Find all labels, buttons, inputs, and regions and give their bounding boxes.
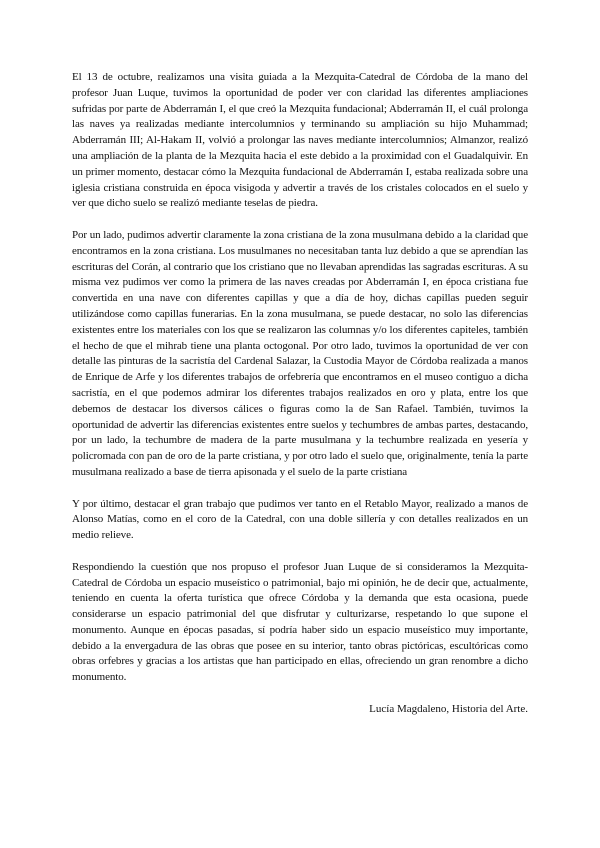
paragraph-christian-muslim-zones: Por un lado, pudimos advertir claramente la zona cristiana de la zona musulmana debido a la claridad que encontramos en la zona cristiana. Los musulmanes no necesitaban tanta luz debido a que se aprendían las escrituras del Corán, al contrario que los cristiano que no llevaban aprendidas las sagradas escrituras. A su misma vez pudimos ver como la primera de las naves creadas por Abderramán I, en época cristiana fue convertida en una nave con diferentes capillas y que a día de hoy, dichas capillas pueden seguir utilizándose como capillas funerarias. En la zona musulmana, se puede destacar, no solo las diferencias existentes entre los materiales con los que se realizaron las columnas y/o los diferentes capiteles, también el hecho de que el mihrab tiene una planta octogonal. Por otro lado, tuvimos la oportunidad de ver con detalle las pinturas de la sacristía del Cardenal Salazar, la Custodia Mayor de Córdoba realizada a manos de Enrique de Arfe y los diferentes trabajos de orfebrería que encontramos en el museo contiguo a dicha sacristía, en el que podemos admirar los diferentes trabajos realizados en oro y plata, entre los que debemos de destacar los diversos cálices o figuras como la de San Rafael. También, tuvimos la oportunidad de advertir las diferencias existentes entre suelos y techumbres de ambas partes, destacando, por un lado, la techumbre de madera de la parte musulmana y la techumbre realizada en yesería y policromada con pan de oro de la parte cristiana, y por otro lado el suelo que, originalmente, tenía la parte musulmana realizado a base de tierra apisonada y el suelo de la parte cristiana <box>72 228 528 478</box>
paragraph-visit-intro: El 13 de octubre, realizamos una visita guiada a la Mezquita-Catedral de Córdoba de la mano del profesor Juan Luque, tuvimos la oportunidad de poder ver con claridad las diferentes ampliaciones sufridas por parte de Abderramán I, el que creó la Mezquita fundacional; Abderramán II, el cuál prolonga las naves ya realizadas mediante intercolumnios y terminando su ampliación su hijo Muhammad; Abderramán III; Al-Hakam II, volvió a prolongar las naves mediante intercolumnios; Almanzor, realizó una ampliación de la planta de la Mezquita hacia el este debido a la proximidad con el Guadalquivir. En un primer momento, destacar cómo la Mezquita fundacional de Abderramán I, estaba realizada sobre una iglesia cristiana construida en época visigoda y advertir a través de los cristales colocados en el suelo y ver que dicho suelo se realizó mediante teselas de piedra. <box>72 71 528 210</box>
author-signature: Lucía Magdaleno, Historia del Arte. <box>369 702 528 715</box>
document-body <box>72 70 528 718</box>
paragraph-museum-or-heritage: Respondiendo la cuestión que nos propuso el profesor Juan Luque de si consideramos la Mezquita-Catedral de Córdoba un espacio museístico o patrimonial, bajo mi opinión, he de decir que, actualmente, teniendo en cuenta la oferta turística que ofrece Córdoba y la demanda que esta ocasiona, puede considerarse un espacio patrimonial del que disfrutar y culturizarse, respetando lo que supone el monumento. Aunque en épocas pasadas, sí podría haber sido un espacio museístico muy importante, debido a la envergadura de las obras que posee en su interior, tanto obras pictóricas, escultóricas como obras orfebres y gracias a los artistas que han participado en ellas, ofreciendo un gran renombre a dicho monumento. <box>72 560 528 684</box>
paragraph-retablo-mayor: Y por último, destacar el gran trabajo que pudimos ver tanto en el Retablo Mayor, realizado a manos de Alonso Matías, como en el coro de la Catedral, con una doble sillería y con detalles realizados en un medio relieve. <box>72 497 528 542</box>
